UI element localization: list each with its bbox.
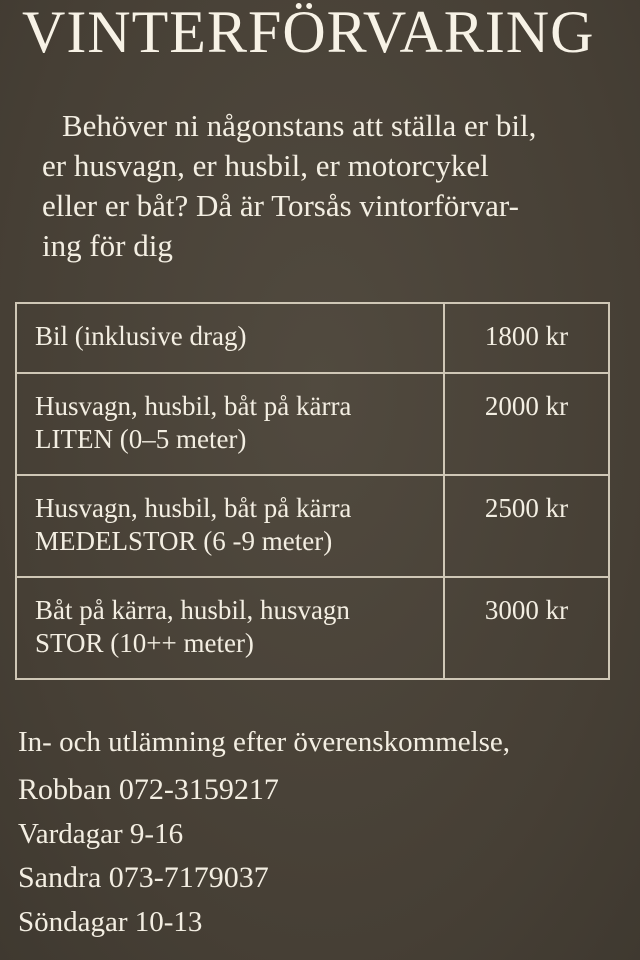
intro-line: er husvagn, er husbil, er motorcykel (42, 148, 489, 183)
contact-phone-sandra: Sandra 073-7179037 (18, 861, 269, 894)
price-item-text: Husvagn, husbil, båt på kärra (35, 493, 352, 523)
price-table (15, 302, 610, 680)
price-item-text: Bil (inklusive drag) (35, 321, 247, 351)
price-item-cell (16, 475, 444, 577)
price-item-text: Båt på kärra, husbil, husvagn (35, 595, 350, 625)
intro-line: eller er båt? Då är Torsås vintorförvar- (42, 188, 519, 223)
price-item-cell (16, 303, 444, 373)
price-item-size: MEDELSTOR (6 -9 meter) (35, 526, 333, 556)
price-row (16, 373, 609, 475)
contact-hours-robban: Vardagar 9-16 (18, 818, 184, 850)
intro-line: Behöver ni någonstans att ställa er bil, (62, 108, 537, 143)
contact-section (18, 720, 510, 944)
price-row (16, 577, 609, 679)
price-cell: 3000 kr (444, 577, 609, 679)
price-row (16, 475, 609, 577)
price-row (16, 303, 609, 373)
intro-line: ing för dig (42, 228, 173, 263)
sign-title: VINTERFÖRVARING (22, 0, 595, 65)
price-item-cell (16, 577, 444, 679)
contact-hours-sandra: Söndagar 10-13 (18, 906, 203, 938)
price-item-text: Husvagn, husbil, båt på kärra (35, 391, 352, 421)
price-cell: 2000 kr (444, 373, 609, 475)
contact-phone-robban: Robban 072-3159217 (18, 773, 279, 806)
price-item-size: STOR (10++ meter) (35, 628, 254, 658)
price-cell: 1800 kr (444, 303, 609, 373)
price-item-size: LITEN (0–5 meter) (35, 424, 247, 454)
price-cell: 2500 kr (444, 475, 609, 577)
intro-paragraph (42, 106, 632, 266)
price-item-cell (16, 373, 444, 475)
handover-note: In- och utlämning efter överenskommelse, (18, 726, 511, 758)
